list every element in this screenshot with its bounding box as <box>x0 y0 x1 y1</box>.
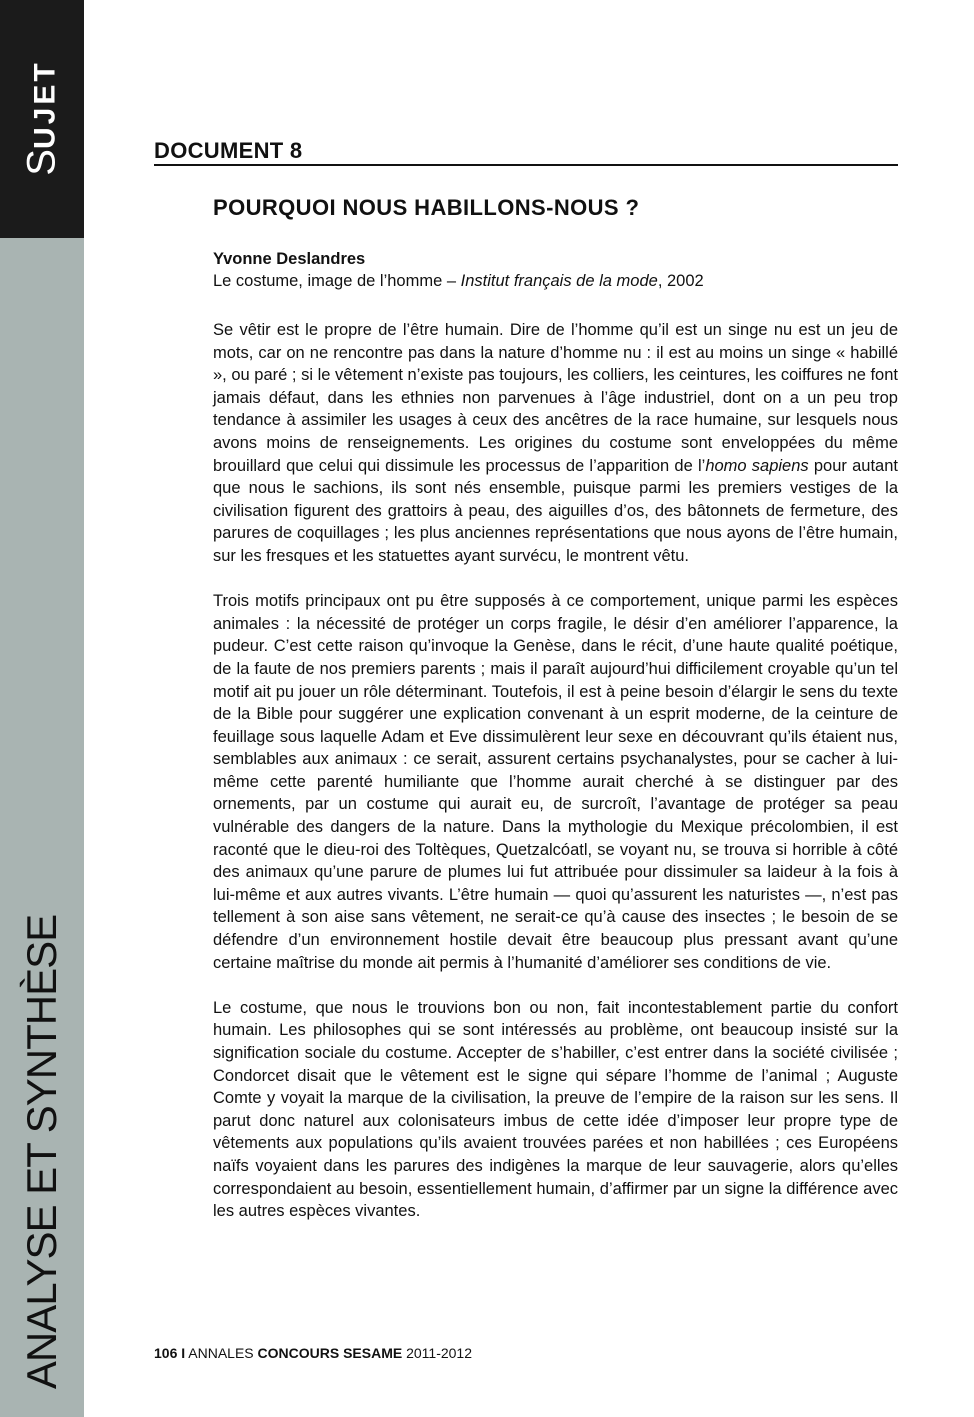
sidebar-tab-first-letter: S <box>19 149 64 176</box>
header-rule <box>154 164 898 166</box>
section-label: ANALYSE ET SYNTHÈSE <box>18 914 65 1390</box>
paragraph-1 <box>213 319 898 568</box>
page-number: 106 <box>154 1345 178 1361</box>
footer-separator: I <box>181 1345 186 1361</box>
paragraph-1-part-b: pour autant que nous le sachions, ils sont nés ensemble, puisque parmi les premiers vestiges de la civilisation figurent des grattoirs à peau, des aiguilles d’os, des bâtonnets de fermeture, des parures de coquillages ; les plus anciennes représentations que nous ayons de l’être humain, sur les fresques et les statuettes ayant survécu, le montrent vêtu. <box>213 456 898 565</box>
source-publisher: Institut français de la mode <box>460 272 658 290</box>
paragraph-3: Le costume, que nous le trouvions bon ou non, fait incontestablement partie du confort humain. Les philosophes qui se sont intéressés au problème, ont beaucoup insisté sur la signification sociale du costume. Accepter de s’habiller, c’est entrer dans la société civilisée ; Condorcet disait que le vêtement est le signe qui sépare l’homme de l’animal ; Auguste Comte y voyait la marque de la civilisation, la preuve de l’empire de la raison sur les sens. Il parut donc naturel aux colonisateurs imbus de cette idée d’imposer leur propre type de vêtements aux populations qu’ils avaient trouvées parées et non habillées ; ces Européens naïfs voyaient dans les parures des indigènes la marque de leur sauvagerie, alors qu’elles correspondaient au besoin, essentiellement humain, d’affirmer par un signe la différence avec les autres espèces vivantes. <box>213 998 898 1221</box>
source-citation <box>213 272 704 291</box>
paragraph-1-italic: homo sapiens <box>705 456 809 475</box>
page-title: POURQUOI NOUS HABILLONS-NOUS ? <box>213 195 640 220</box>
paragraph-1-part-a: Se vêtir est le propre de l’être humain. Dire de l’homme qu’il est un singe nu est un jeu de mots, car on ne rencontre pas dans la nature d’homme nu : il est au moins un singe « habillé », ou paré ; si le vêtement n’existe pas toujours, les colliers, les ceintures, les coiffures ne font jamais défaut, dans les ethnies non parvenues à l’âge industriel, dont on a un peu trop tendance à assimiler les usages à ceux des ancêtres de la race humaine, sur lesquels nous avons moins de renseignements. Les origines du costume sont enveloppées du même brouillard que celui qui dissimule les processus de l’apparition de l’ <box>213 321 898 475</box>
footer-annales: ANNALES <box>188 1345 254 1361</box>
paragraph-2: Trois motifs principaux ont pu être supposés à ce comportement, unique parmi les espèces animales : la nécessité de protéger un corps fragile, le désir d’en améliorer l’apparence, la pudeur. C’est cette raison qu’invoque la Genèse, dans le récit, d’une haute qualité poétique, de la faute de nos premiers parents ; mais il paraît aujourd’hui difficilement croyable qu’un tel motif ait pu jouer un rôle déterminant. Toutefois, il est à peine besoin d’élargir le sens du texte de la Bible pour suggérer une explication convenant à un esprit moderne, de la ceinture de feuillage sous laquelle Adam et Eve dissimulèrent leur sexe en découvrant qu’ils étaient nus, semblables aux animaux : ce serait, assurent certains psychanalystes, pour se cacher à lui-même cette parenté humiliante que l’homme aurait cherché à se distinguer par des ornements, par un costume qui aurait eu, de surcroît, l’avantage de protéger sa peau vulnérable des dangers de la nature. Dans la mythologie du Mexique précolombien, il est raconté que le dieu-roi des Toltèques, Quetzalcóatl, se voyant nu, se trouva si horrible à côté des animaux qu’une parure de plumes lui fut attribuée pour dissimuler sa laideur à la fois à lui-même et aux autres vivants. L’être humain — quoi qu’assurent les naturistes —, n’est pas tellement à son aise sans vêtement, ne serait-ce qu’à cause des insectes ; le besoin de se défendre d’un environnement hostile devait être beaucoup plus pressant avant qu’une certaine maîtrise du monde ait permis à l’humanité d’améliorer ses conditions de vie. <box>213 592 898 972</box>
article-body <box>213 319 898 1245</box>
document-label: DOCUMENT 8 <box>154 138 303 163</box>
footer-years: 2011-2012 <box>406 1345 473 1361</box>
author-name: Yvonne Deslandres <box>213 250 366 268</box>
source-suffix: , 2002 <box>657 272 704 290</box>
sidebar-tab-label <box>20 60 65 175</box>
sidebar-tab-rest: UJET <box>28 60 62 149</box>
page-footer <box>154 1345 472 1361</box>
source-prefix: Le costume, image de l’homme – <box>213 272 461 290</box>
footer-concours: CONCOURS SESAME <box>257 1345 403 1361</box>
